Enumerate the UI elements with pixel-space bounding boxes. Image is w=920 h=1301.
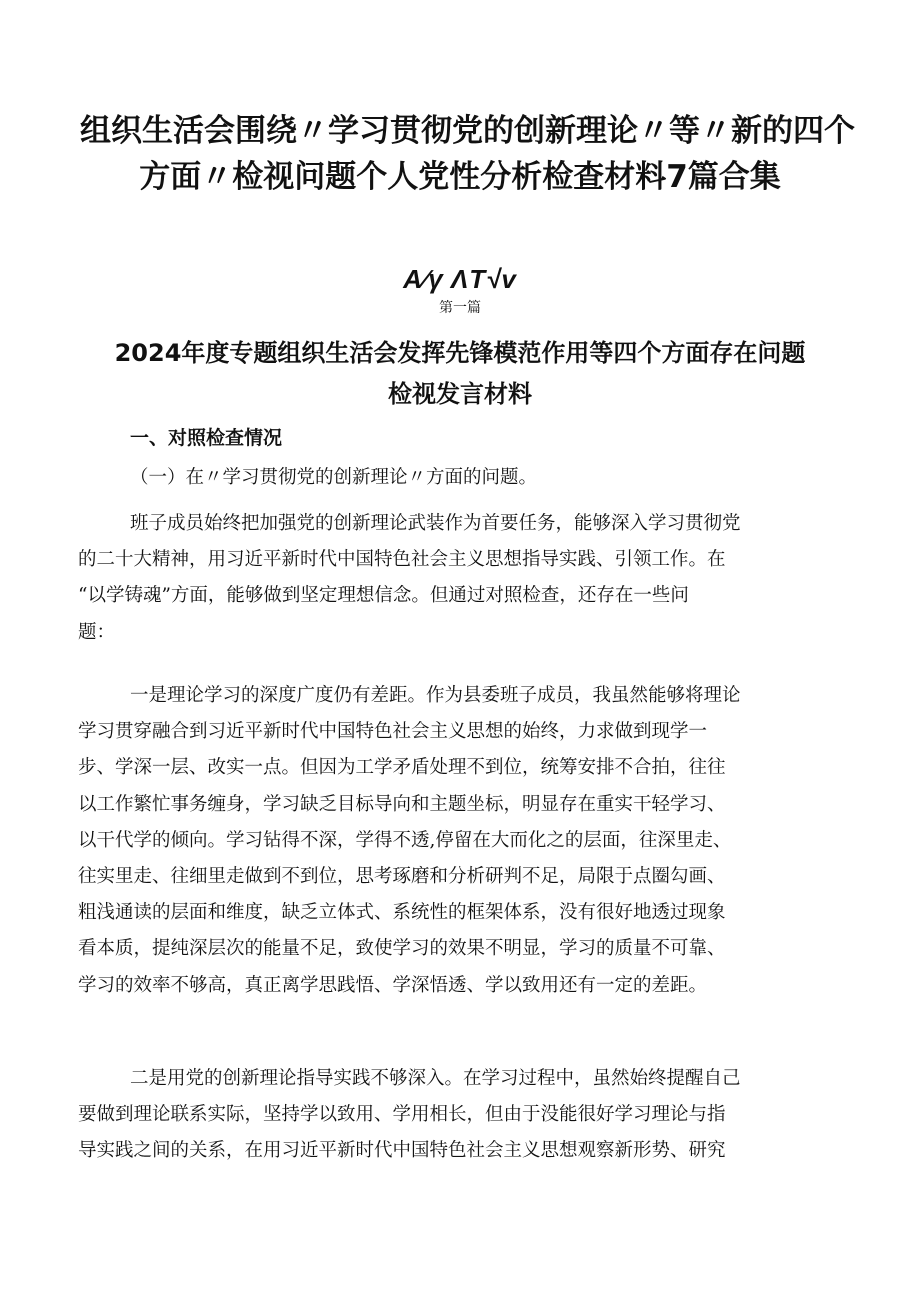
paragraph-line: 以干代学的倾向。学习钻得不深，学得不透,停留在大而化之的层面，往深里走、 [78, 829, 732, 851]
paragraph-line: 往实里走、往细里走做到不到位，思考琢磨和分析研判不足，局限于点圈勾画、 [78, 866, 726, 888]
paragraph-line: （一）在〃学习贯彻党的创新理论〃方面的问题。 [130, 467, 538, 488]
paragraph-line: 学习贯穿融合到习近平新时代中国特色社会主义思想的始终，力求做到现学一 [78, 721, 708, 743]
paragraph-line: “以学铸魂”方面，能够做到坚定理想信念。但通过对照检查，还存在一些问 [78, 585, 689, 607]
document-title-line-1: 组织生活会围绕〃学习贯彻党的创新理论〃等〃新的四个 [80, 113, 855, 149]
paragraph-intro [78, 506, 848, 651]
paragraph-line: 一是理论学习的深度广度仍有差距。作为县委班子成员，我虽然能够将理论 [130, 685, 741, 706]
paragraph-point-one [78, 678, 848, 1004]
document-title [80, 108, 855, 200]
paragraph-line: 导实践之间的关系，在用习近平新时代中国特色社会主义思想观察新形势、研究 [78, 1140, 726, 1162]
article-title-line-1: 2024年度专题组织生活会发挥先锋模范作用等四个方面存在问题 [114, 339, 806, 367]
paragraph-line: 粗浅通读的层面和维度，缺乏立体式、系统性的框架体系，没有很好地透过现象 [78, 902, 726, 924]
part-label: 第一篇 [439, 300, 481, 316]
paragraph-line: 题： [78, 621, 116, 643]
article-title-line-2: 检视发言材料 [388, 380, 532, 408]
document-title-line-2: 方面〃检视问题个人党性分析检查材料7篇合集 [139, 159, 781, 195]
paragraph-line: 学习的效率不够高，真正离学思践悟、学深悟透、学以致用还有一定的差距。 [78, 974, 708, 996]
paragraph-line: 以工作繁忙事务缠身，学习缺乏目标导向和主题坐标，明显存在重实干轻学习、 [78, 793, 726, 815]
paragraph-line: 二是用党的创新理论指导实践不够深入。在学习过程中，虽然始终提醒自己 [130, 1068, 741, 1089]
garbled-heading: A∕γ ΛT√v [403, 264, 517, 294]
paragraph-line: 看本质，提纯深层次的能量不足，致使学习的效果不明显，学习的质量不可靠、 [78, 938, 726, 960]
paragraph-line: 要做到理论联系实际，坚持学以致用、学用相长，但由于没能很好学习理论与指 [78, 1104, 726, 1126]
paragraph-subheading [78, 460, 848, 496]
section-heading: 一、对照检查情况 [130, 427, 283, 449]
paragraph-point-two [78, 1061, 848, 1170]
paragraph-line: 步、学深一层、改实一点。但因为工学矛盾处理不到位，统筹安排不合拍，往往 [78, 757, 726, 779]
paragraph-line: 的二十大精神，用习近平新时代中国特色社会主义思想指导实践、引领工作。在 [78, 549, 726, 571]
article-title [60, 333, 860, 415]
paragraph-line: 班子成员始终把加强党的创新理论武装作为首要任务，能够深入学习贯彻党 [130, 513, 741, 534]
